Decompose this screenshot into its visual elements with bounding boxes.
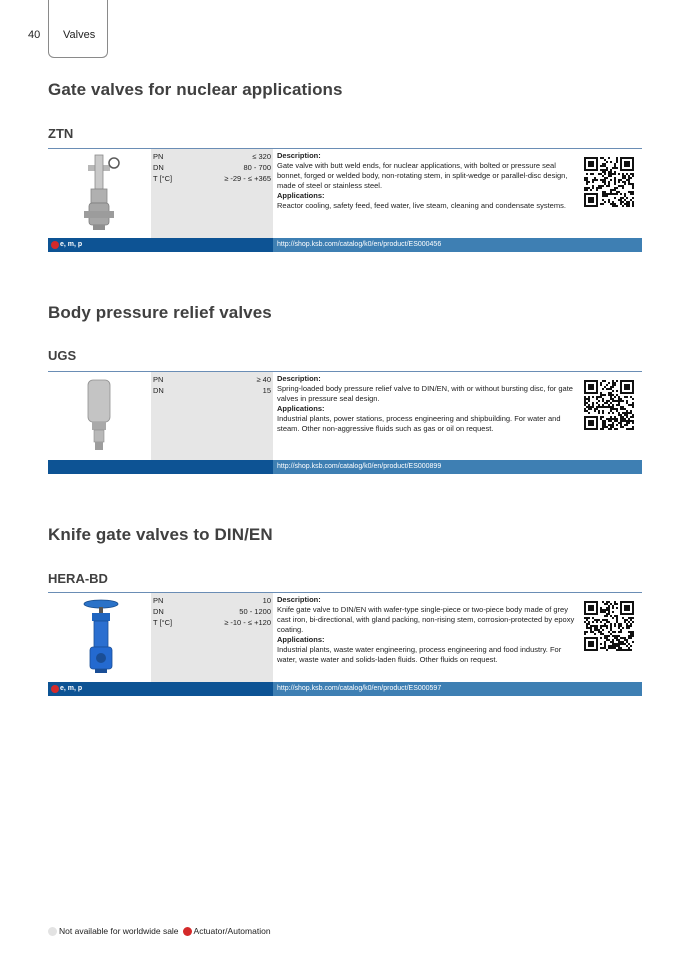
spec-value: ≥ 40 [256, 375, 271, 384]
spec-row-dn [153, 385, 271, 396]
applications-heading: Applications: [277, 404, 325, 413]
spec-label: T [°C] [153, 174, 173, 183]
spec-value: ≥ -29 - ≤ +365 [224, 174, 271, 183]
description-heading: Description: [277, 595, 321, 604]
product-footer-bar [48, 238, 642, 252]
spec-label: PN [153, 152, 164, 161]
page-number: 40 [28, 29, 41, 41]
chapter-tab-label: Valves [63, 29, 96, 41]
legend-red-dot-icon [183, 927, 192, 936]
product-footer-bar [48, 460, 642, 474]
product-image-hera-bd [48, 593, 151, 683]
spec-table [151, 593, 273, 683]
product-name: HERA-BD [48, 571, 108, 586]
product-name: ZTN [48, 126, 74, 141]
actuator-options: e, m, p [60, 241, 83, 248]
spec-label: PN [153, 596, 164, 605]
actuator-dot-icon [51, 685, 59, 693]
product-description [277, 149, 577, 211]
description-text: Gate valve with butt weld ends, for nuclear applications, with bolted or pressure seal bonnet, forged or welded body, non-rotating stem, in split-wedge or parallel-disc design, made of steel or stainless steel. [277, 161, 568, 190]
legend-not-available: Not available for worldwide sale [59, 926, 179, 936]
spec-row-pn [153, 595, 271, 606]
product-card-ztn [48, 148, 642, 238]
product-description [277, 372, 577, 434]
spec-value: 15 [262, 386, 271, 395]
section-body-pressure-relief [48, 303, 642, 470]
actuator-cell [48, 238, 273, 252]
spec-row-dn [153, 162, 271, 173]
actuator-cell [48, 460, 273, 474]
legend-grey-dot-icon [48, 927, 57, 936]
description-heading: Description: [277, 374, 321, 383]
spec-value: 10 [262, 596, 271, 605]
section-gate-valves-nuclear [48, 80, 642, 248]
spec-label: DN [153, 607, 164, 616]
section-title: Body pressure relief valves [48, 303, 272, 322]
qr-code-icon [584, 157, 634, 207]
spec-row-temp [153, 617, 271, 628]
spec-value: ≥ -10 - ≤ +120 [224, 618, 271, 627]
product-card-ugs [48, 371, 642, 460]
actuator-dot-icon [51, 241, 59, 249]
product-name: UGS [48, 348, 77, 363]
section-title: Gate valves for nuclear applications [48, 80, 343, 99]
product-url-link[interactable]: http://shop.ksb.com/catalog/k0/en/product/ES000597 [277, 685, 442, 692]
spec-label: T [°C] [153, 618, 173, 627]
applications-heading: Applications: [277, 191, 325, 200]
section-knife-gate-valves [48, 525, 642, 692]
chapter-tab [48, 0, 108, 58]
spec-row-pn [153, 151, 271, 162]
legend [48, 926, 271, 936]
product-footer-bar [48, 682, 642, 696]
applications-heading: Applications: [277, 635, 325, 644]
product-link-cell[interactable] [273, 682, 642, 696]
product-card-hera-bd [48, 592, 642, 682]
applications-text: Industrial plants, waste water engineering, process engineering and food industry. For water, waste water and solids-laden fluids. Other fluids on request. [277, 645, 562, 664]
spec-label: PN [153, 375, 164, 384]
qr-code-icon [584, 601, 634, 651]
actuator-options: e, m, p [60, 685, 83, 692]
spec-table [151, 372, 273, 461]
description-heading: Description: [277, 151, 321, 160]
applications-text: Industrial plants, power stations, process engineering and shipbuilding. For water and steam. Other non-aggressive fluids such as gas or oil on request. [277, 414, 561, 433]
product-description [277, 593, 577, 665]
product-url-link[interactable]: http://shop.ksb.com/catalog/k0/en/product/ES000456 [277, 241, 442, 248]
description-text: Knife gate valve to DIN/EN with wafer-type single-piece or two-piece body made of grey cast iron, bi-directional, with gland packing, non-rising stem, corrosion-protected by epoxy coating. [277, 605, 575, 634]
spec-value: 80 - 700 [243, 163, 271, 172]
product-image-ztn [48, 149, 151, 239]
actuator-cell [48, 682, 273, 696]
qr-code-icon [584, 380, 634, 430]
spec-value: ≤ 320 [252, 152, 271, 161]
spec-table [151, 149, 273, 239]
product-link-cell[interactable] [273, 460, 642, 474]
spec-row-pn [153, 374, 271, 385]
legend-actuator: Actuator/Automation [193, 926, 271, 936]
spec-value: 50 - 1200 [239, 607, 271, 616]
applications-text: Reactor cooling, safety feed, feed water, live steam, cleaning and condensate systems. [277, 201, 566, 210]
section-title: Knife gate valves to DIN/EN [48, 525, 273, 544]
spec-row-temp [153, 173, 271, 184]
spec-label: DN [153, 163, 164, 172]
product-link-cell[interactable] [273, 238, 642, 252]
product-url-link[interactable]: http://shop.ksb.com/catalog/k0/en/product/ES000899 [277, 463, 442, 470]
description-text: Spring-loaded body pressure relief valve to DIN/EN, with or without bursting disc, for gate valves in pressure seal design. [277, 384, 573, 403]
product-image-ugs [48, 372, 151, 461]
spec-label: DN [153, 386, 164, 395]
spec-row-dn [153, 606, 271, 617]
